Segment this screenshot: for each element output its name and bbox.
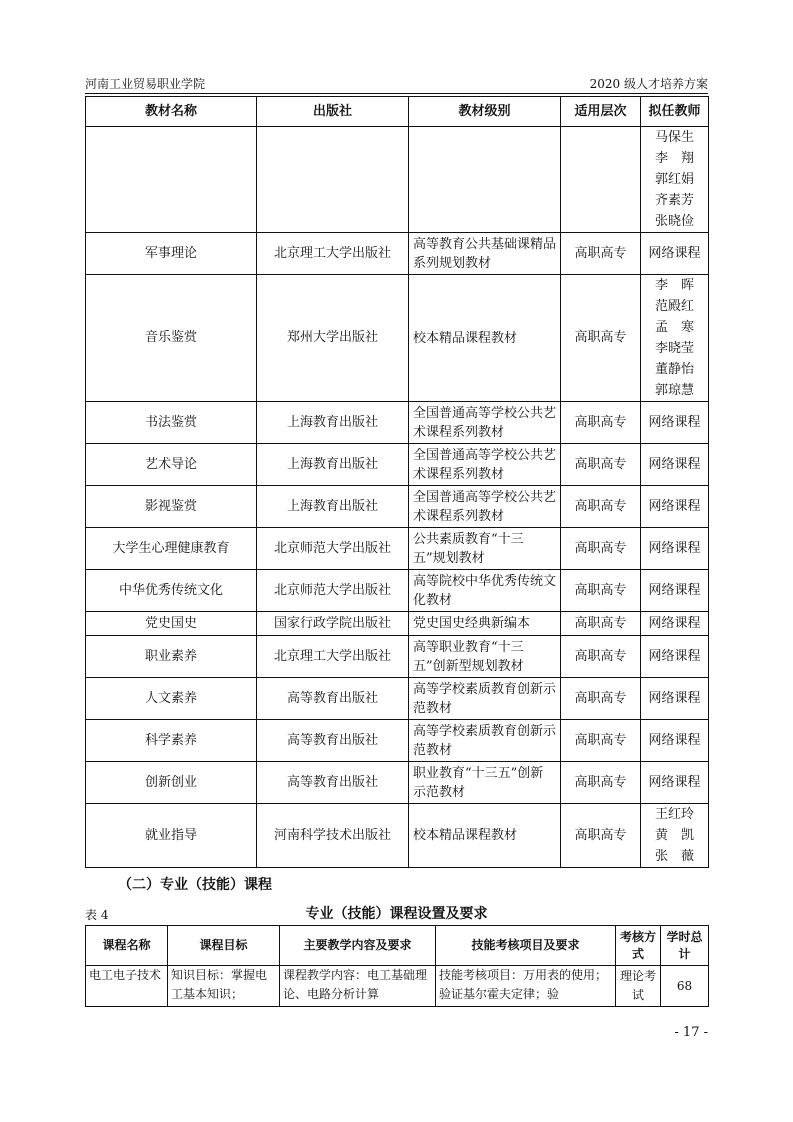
col-header-course-goal: 课程目标: [168, 926, 280, 966]
teacher-name: 李 晖: [654, 278, 694, 293]
textbook-scope: 高职高专: [561, 444, 641, 486]
textbook-name: 影视鉴赏: [86, 486, 257, 528]
course-skill: 技能考核项目：万用表的使用；验证基尔霍夫定律；验: [436, 966, 616, 1007]
section-heading: （二）专业（技能）课程: [118, 877, 272, 893]
teacher-name: 网络课程: [648, 541, 701, 556]
teacher-name: 网络课程: [648, 733, 701, 748]
textbook-teachers: [641, 612, 709, 636]
course-name: 电工电子技术: [86, 966, 168, 1007]
textbook-publisher: 国家行政学院出版社: [257, 612, 409, 636]
teacher-name: 张 薇: [654, 849, 694, 864]
textbook-publisher: 上海教育出版社: [257, 486, 409, 528]
textbook-publisher: 北京理工大学出版社: [257, 636, 409, 678]
course-content: 课程教学内容：电工基础理论、电路分析计算: [280, 966, 436, 1007]
header-school-name: 河南工业贸易职业学院: [85, 77, 206, 91]
textbook-level: 党史国史经典新编本: [409, 612, 561, 636]
page-header: [85, 76, 708, 92]
teacher-name: 网络课程: [648, 583, 701, 598]
textbook-name: [86, 127, 257, 233]
textbook-publisher: 北京师范大学出版社: [257, 528, 409, 570]
textbook-level: 高等学校素质教育创新示范教材: [409, 720, 561, 762]
table-row: [86, 486, 709, 528]
textbook-scope: 高职高专: [561, 636, 641, 678]
textbook-name: 音乐鉴赏: [86, 275, 257, 402]
textbook-level: 职业教育“十三五”创新示范教材: [409, 762, 561, 804]
table-row: [86, 678, 709, 720]
table-row: [86, 233, 709, 275]
teacher-name: 李晓莹: [654, 341, 694, 356]
table-row: [86, 762, 709, 804]
textbook-level: 高等教育公共基础课精品系列规划教材: [409, 233, 561, 275]
teacher-name: 马保生: [654, 130, 694, 145]
teacher-name: 网络课程: [648, 775, 701, 790]
teacher-name: 齐素芳: [654, 193, 694, 208]
col-header-skill-assessment: 技能考核项目及要求: [436, 926, 616, 966]
textbook-level: 高等院校中华优秀传统文化教材: [409, 570, 561, 612]
table-row: [86, 570, 709, 612]
textbook-level: 高等职业教育“十三五”创新型规划教材: [409, 636, 561, 678]
header-doc-title: 2020 级人才培养方案: [589, 77, 708, 91]
textbook-scope: [561, 127, 641, 233]
table-number: 表 4: [85, 908, 109, 922]
teacher-name: 网络课程: [648, 499, 701, 514]
textbook-teachers: [641, 804, 709, 868]
teacher-name: 网络课程: [648, 246, 701, 261]
textbook-scope: 高职高专: [561, 570, 641, 612]
textbook-name: 艺术导论: [86, 444, 257, 486]
teacher-name: 张晓俭: [654, 214, 694, 229]
textbook-publisher: 上海教育出版社: [257, 402, 409, 444]
textbook-name: 党史国史: [86, 612, 257, 636]
table-row: [86, 804, 709, 868]
textbook-publisher: 高等教育出版社: [257, 678, 409, 720]
textbook-scope: 高职高专: [561, 528, 641, 570]
course-table: [85, 925, 709, 1007]
textbook-name: 就业指导: [86, 804, 257, 868]
col-header-total-hours: 学时总计: [661, 926, 709, 966]
table-row: [86, 612, 709, 636]
textbook-scope: 高职高专: [561, 762, 641, 804]
textbook-teachers: [641, 402, 709, 444]
textbook-name: 书法鉴赏: [86, 402, 257, 444]
col-header-course-content: 主要教学内容及要求: [280, 926, 436, 966]
textbook-name: 中华优秀传统文化: [86, 570, 257, 612]
textbook-teachers: [641, 127, 709, 233]
textbook-name: 大学生心理健康教育: [86, 528, 257, 570]
teacher-name: 郭琼慧: [654, 383, 694, 398]
teacher-name: 网络课程: [648, 457, 701, 472]
textbook-publisher: [257, 127, 409, 233]
textbook-level: 高等学校素质教育创新示范教材: [409, 678, 561, 720]
textbook-name: 军事理论: [86, 233, 257, 275]
textbook-name: 职业素养: [86, 636, 257, 678]
teacher-name: 网络课程: [648, 691, 701, 706]
textbook-table-header: [86, 97, 709, 127]
table-row: [86, 636, 709, 678]
textbook-scope: 高职高专: [561, 720, 641, 762]
textbook-publisher: 北京理工大学出版社: [257, 233, 409, 275]
page-number: - 17 -: [674, 1025, 708, 1040]
col-header-level: 教材级别: [409, 97, 561, 127]
textbook-teachers: [641, 570, 709, 612]
textbook-teachers: [641, 444, 709, 486]
textbook-level: 全国普通高等学校公共艺术课程系列教材: [409, 486, 561, 528]
course-hours: 68: [661, 966, 709, 1007]
textbook-scope: 高职高专: [561, 486, 641, 528]
table-row: [86, 275, 709, 402]
teacher-name: 范殿红: [654, 299, 694, 314]
teacher-name: 郭红娟: [654, 172, 694, 187]
textbook-teachers: [641, 528, 709, 570]
col-header-teachers: 拟任教师: [641, 97, 709, 127]
table-row: [86, 966, 709, 1007]
teacher-name: 网络课程: [648, 616, 701, 631]
teacher-name: 孟 寒: [654, 320, 694, 335]
textbook-publisher: 上海教育出版社: [257, 444, 409, 486]
textbook-level: 公共素质教育“十三五”规划教材: [409, 528, 561, 570]
textbook-level: [409, 127, 561, 233]
textbook-publisher: 高等教育出版社: [257, 762, 409, 804]
course-table-header: [86, 926, 709, 966]
textbook-teachers: [641, 636, 709, 678]
teacher-name: 李 翔: [654, 151, 694, 166]
textbook-table: [85, 96, 709, 868]
textbook-teachers: [641, 720, 709, 762]
textbook-teachers: [641, 275, 709, 402]
table-row: [86, 127, 709, 233]
col-header-publisher: 出版社: [257, 97, 409, 127]
col-header-scope: 适用层次: [561, 97, 641, 127]
textbook-level: 全国普通高等学校公共艺术课程系列教材: [409, 402, 561, 444]
table-row: [86, 402, 709, 444]
teacher-name: 董静怡: [654, 362, 694, 377]
textbook-publisher: 河南科学技术出版社: [257, 804, 409, 868]
textbook-publisher: 北京师范大学出版社: [257, 570, 409, 612]
textbook-scope: 高职高专: [561, 612, 641, 636]
textbook-scope: 高职高专: [561, 804, 641, 868]
textbook-level: 全国普通高等学校公共艺术课程系列教材: [409, 444, 561, 486]
table-title: 专业（技能）课程设置及要求: [305, 906, 488, 922]
textbook-scope: 高职高专: [561, 275, 641, 402]
teacher-name: 网络课程: [648, 415, 701, 430]
textbook-teachers: [641, 233, 709, 275]
col-header-name: 教材名称: [86, 97, 257, 127]
teacher-name: 黄 凯: [654, 828, 694, 843]
textbook-name: 人文素养: [86, 678, 257, 720]
textbook-level: 校本精品课程教材: [409, 275, 561, 402]
table-row: [86, 444, 709, 486]
course-goal: 知识目标：掌握电工基本知识；: [168, 966, 280, 1007]
col-header-assessment-method: 考核方式: [616, 926, 661, 966]
textbook-scope: 高职高专: [561, 678, 641, 720]
teacher-name: 王红玲: [654, 807, 694, 822]
teacher-name: 网络课程: [648, 649, 701, 664]
header-rule: [85, 93, 708, 94]
textbook-scope: 高职高专: [561, 402, 641, 444]
textbook-publisher: 高等教育出版社: [257, 720, 409, 762]
textbook-teachers: [641, 678, 709, 720]
textbook-name: 创新创业: [86, 762, 257, 804]
textbook-level: 校本精品课程教材: [409, 804, 561, 868]
textbook-publisher: 郑州大学出版社: [257, 275, 409, 402]
textbook-name: 科学素养: [86, 720, 257, 762]
textbook-teachers: [641, 762, 709, 804]
textbook-teachers: [641, 486, 709, 528]
table-row: [86, 528, 709, 570]
table-row: [86, 720, 709, 762]
textbook-scope: 高职高专: [561, 233, 641, 275]
course-assessment: 理论考试: [616, 966, 661, 1007]
col-header-course-name: 课程名称: [86, 926, 168, 966]
